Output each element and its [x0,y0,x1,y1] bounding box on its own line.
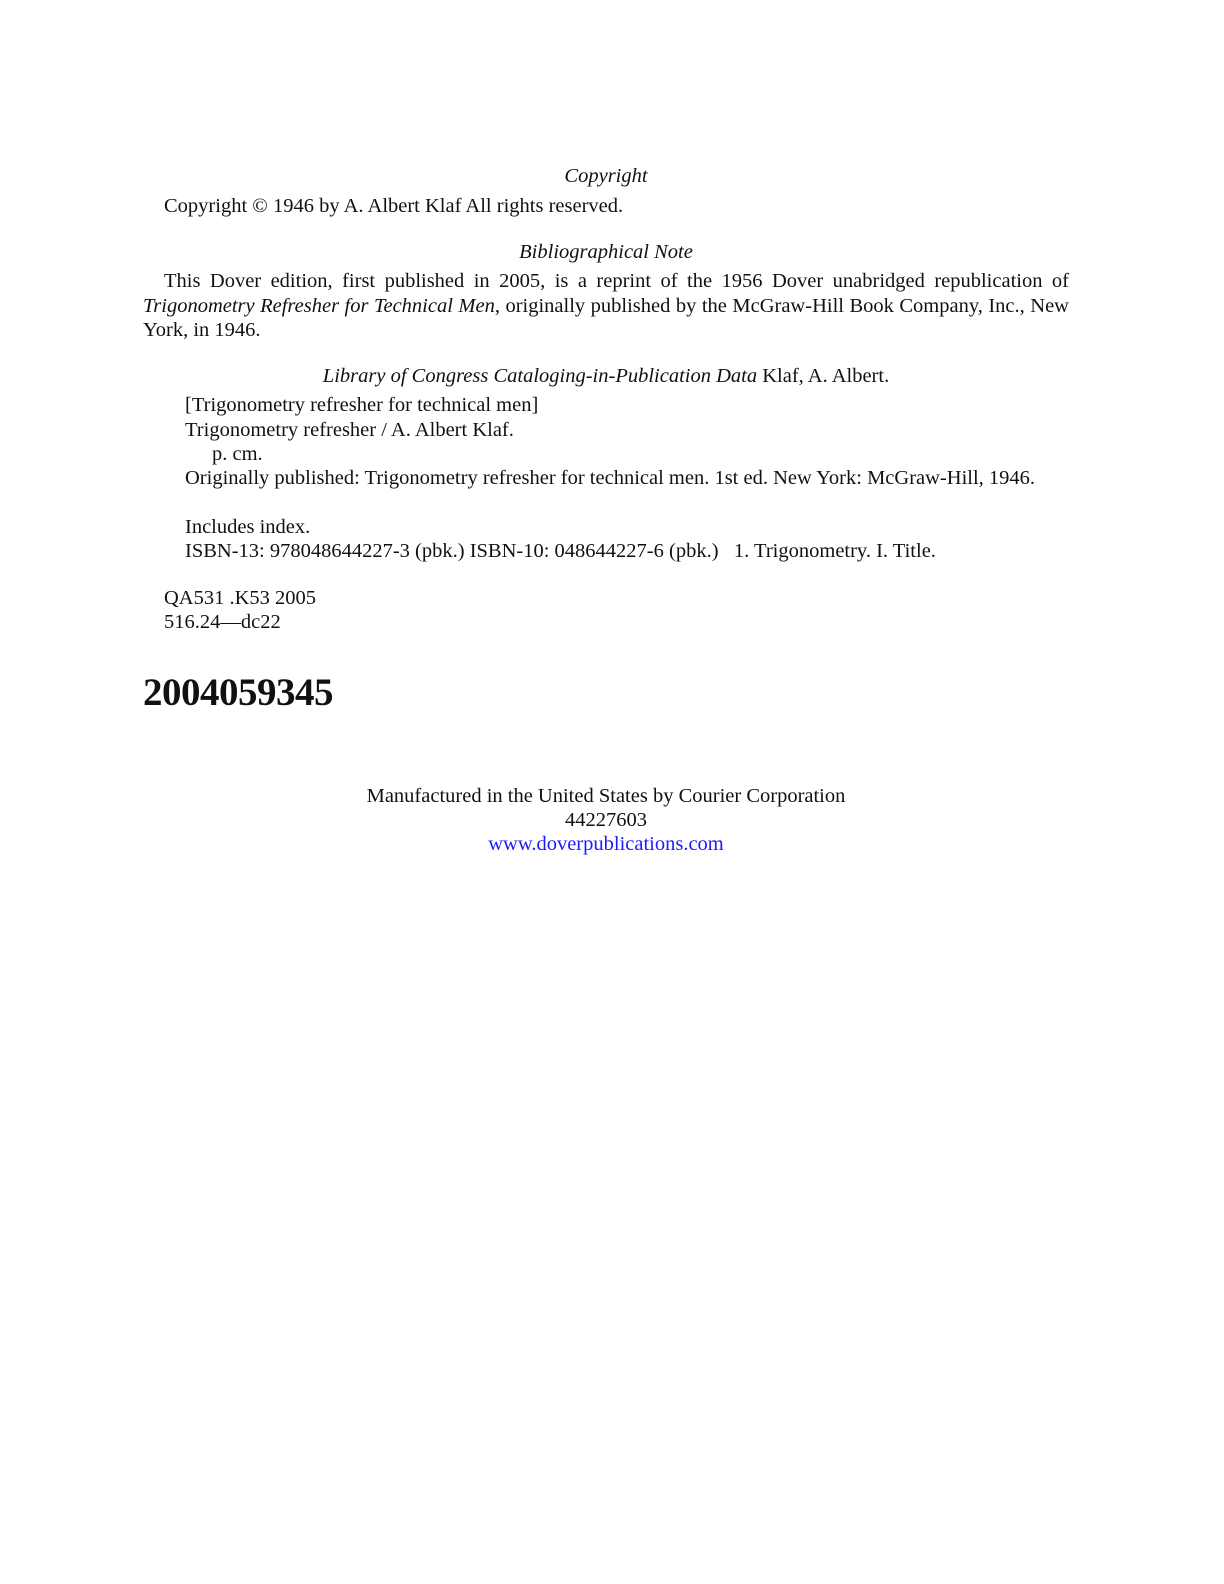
cip-includes: Includes index. [185,516,311,538]
book-title: Trigonometry Refresher for Technical Men [143,294,495,317]
manufacturing-number: 44227603 [565,809,647,831]
manufactured-line: Manufactured in the United States by Courier Corporation [366,785,846,807]
cip-dewey: 516.24—dc22 [164,611,281,633]
cip-heading-line [143,364,1069,389]
cip-author: Klaf, A. Albert. [757,365,890,387]
cip-isbn: ISBN-13: 978048644227-3 (pbk.) ISBN-10: 048644227-6 (pbk.) 1. Trigonometry. I. Title. [185,540,936,562]
cip-lc-class: QA531 .K53 2005 [164,587,317,609]
cip-title: Trigonometry refresher / A. Albert Klaf. [185,419,514,441]
cip-uniform-title: [Trigonometry refresher for technical men] [185,394,539,416]
cip-physical: p. cm. [212,443,263,465]
bib-text-before: This Dover edition, first published in 2005, is a reprint of the 1956 Dover unabridged republication of [164,270,1069,292]
bibliographical-note-heading: Bibliographical Note [519,241,693,263]
bibliographical-note-text [143,269,1069,343]
lccn-number: 2004059345 [143,671,333,714]
website-link[interactable]: www.doverpublications.com [488,833,724,855]
bib-text-after: , originally published by the McGraw-Hill Book Company, Inc., New York, in 1946. [143,294,1069,341]
copyright-heading: Copyright [564,165,648,187]
cip-original-pub: Originally published: Trigonometry refresher for technical men. 1st ed. New York: McGraw-Hill, 1946. [185,467,1036,489]
copyright-text: Copyright © 1946 by A. Albert Klaf All rights reserved. [164,195,624,217]
cip-heading: Library of Congress Cataloging-in-Publication Data [322,365,758,387]
website-line [143,832,1069,857]
